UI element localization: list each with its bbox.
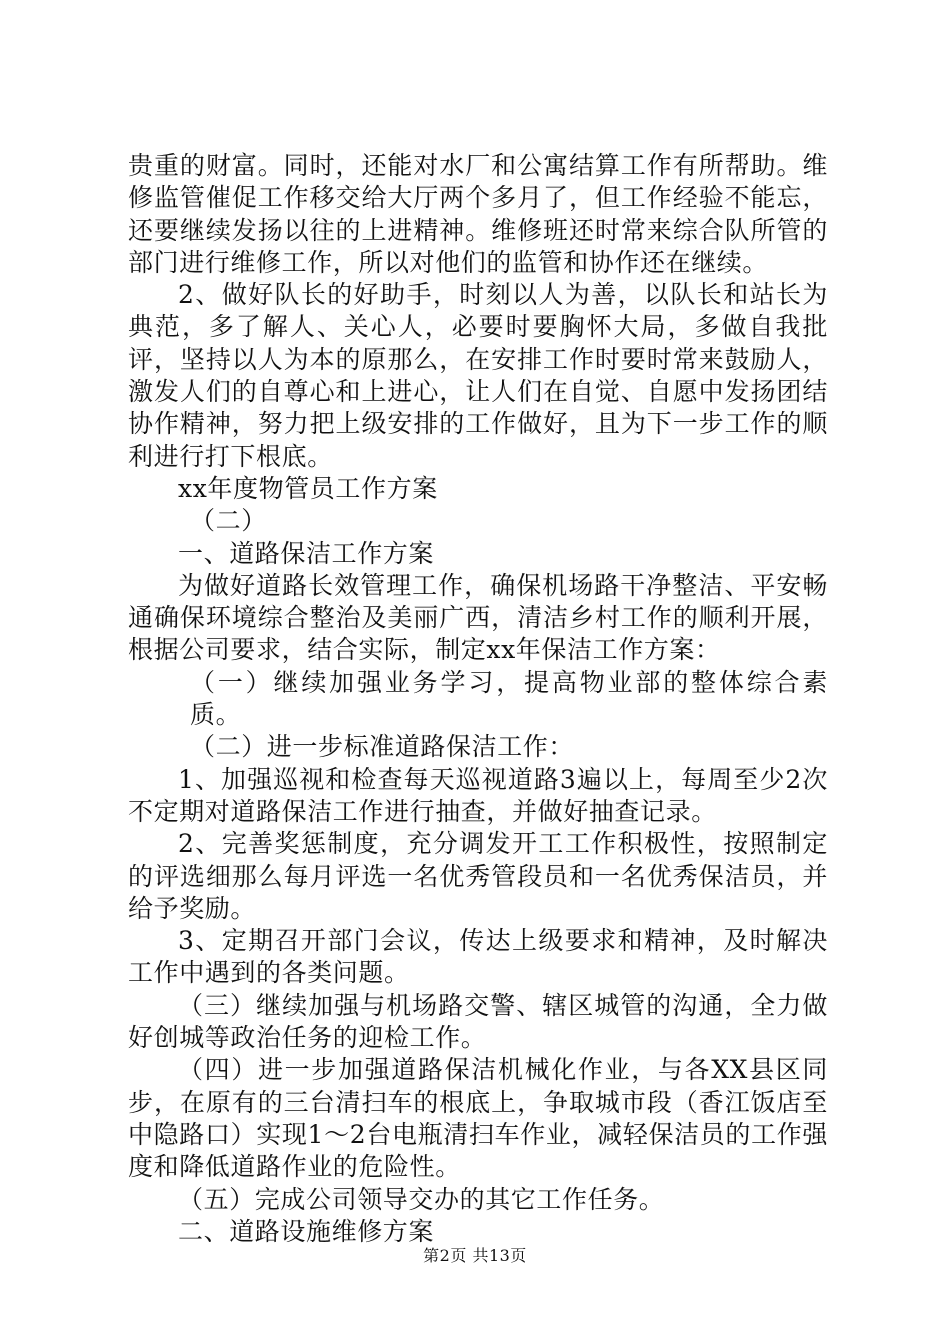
paragraph-item-2b: 2、完善奖惩制度，充分调发开工工作积极性，按照制定的评选细那么每月评选一名优秀管段员和一名优秀保洁员，并给予奖励。 [128,829,828,923]
paragraph-sub-5: （五）完成公司领导交办的其它工作任务。 [178,1184,665,1214]
heading-road-cleaning: 一、道路保洁工作方案 [178,538,435,568]
paragraph-item-2: 2、做好队长的好助手，时刻以人为善，以队长和站长为典范，多了解人、关心人，必要时要胸怀大局，多做自我批评，坚持以人为本的原那么，在安排工作时要时常来鼓励人，激发人们的自尊心和上进心，让人们在自觉、自愿中发扬团结协作精神，努力把上级安排的工作做好，且为下一步工作的顺利进行打下根底。 [128,280,828,471]
paragraph-sub-3: （三）继续加强与机场路交警、辖区城管的沟通，全力做好创城等政治任务的迎检工作。 [128,990,828,1053]
page-number: 第2页 共13页 [423,1246,527,1265]
section-number: （二） [190,506,267,536]
paragraph-sub-1: （一）继续加强业务学习，提高物业部的整体综合素质。 [190,667,828,730]
paragraph-sub-2: （二）进一步标准道路保洁工作： [190,732,575,762]
paragraph-item-3: 3、定期召开部门会议，传达上级要求和精神，及时解决工作中遇到的各类问题。 [128,926,828,988]
paragraph-sub-4: （四）进一步加强道路保洁机械化作业，与各XX县区同步，在原有的三台清扫车的根底上，争取城市段（香江饭店至中隐路口）实现1～2台电瓶清扫车作业，减轻保洁员的工作强度和降低道路作业的危险性。 [128,1055,828,1182]
paragraph-continuation: 贵重的财富。同时，还能对水厂和公寓结算工作有所帮助。维修监管催促工作移交给大厅两个多月了，但工作经验不能忘，还要继续发扬以往的上进精神。维修班还时常来综合队所管的部门进行维修工作，所以对他们的监管和协作还在继续。 [128,151,828,277]
document-body [128,150,828,1248]
paragraph-intro: 为做好道路长效管理工作，确保机场路干净整洁、平安畅通确保环境综合整治及美丽广西，清洁乡村工作的顺利开展，根据公司要求，结合实际，制定xx年保洁工作方案： [128,570,828,665]
paragraph-item-1: 1、加强巡视和检查每天巡视道路3遍以上，每周至少2次不定期对道路保洁工作进行抽查，并做好抽查记录。 [128,764,828,826]
heading-facility-repair: 二、道路设施维修方案 [178,1216,435,1246]
section-title: xx年度物管员工作方案 [178,473,438,503]
